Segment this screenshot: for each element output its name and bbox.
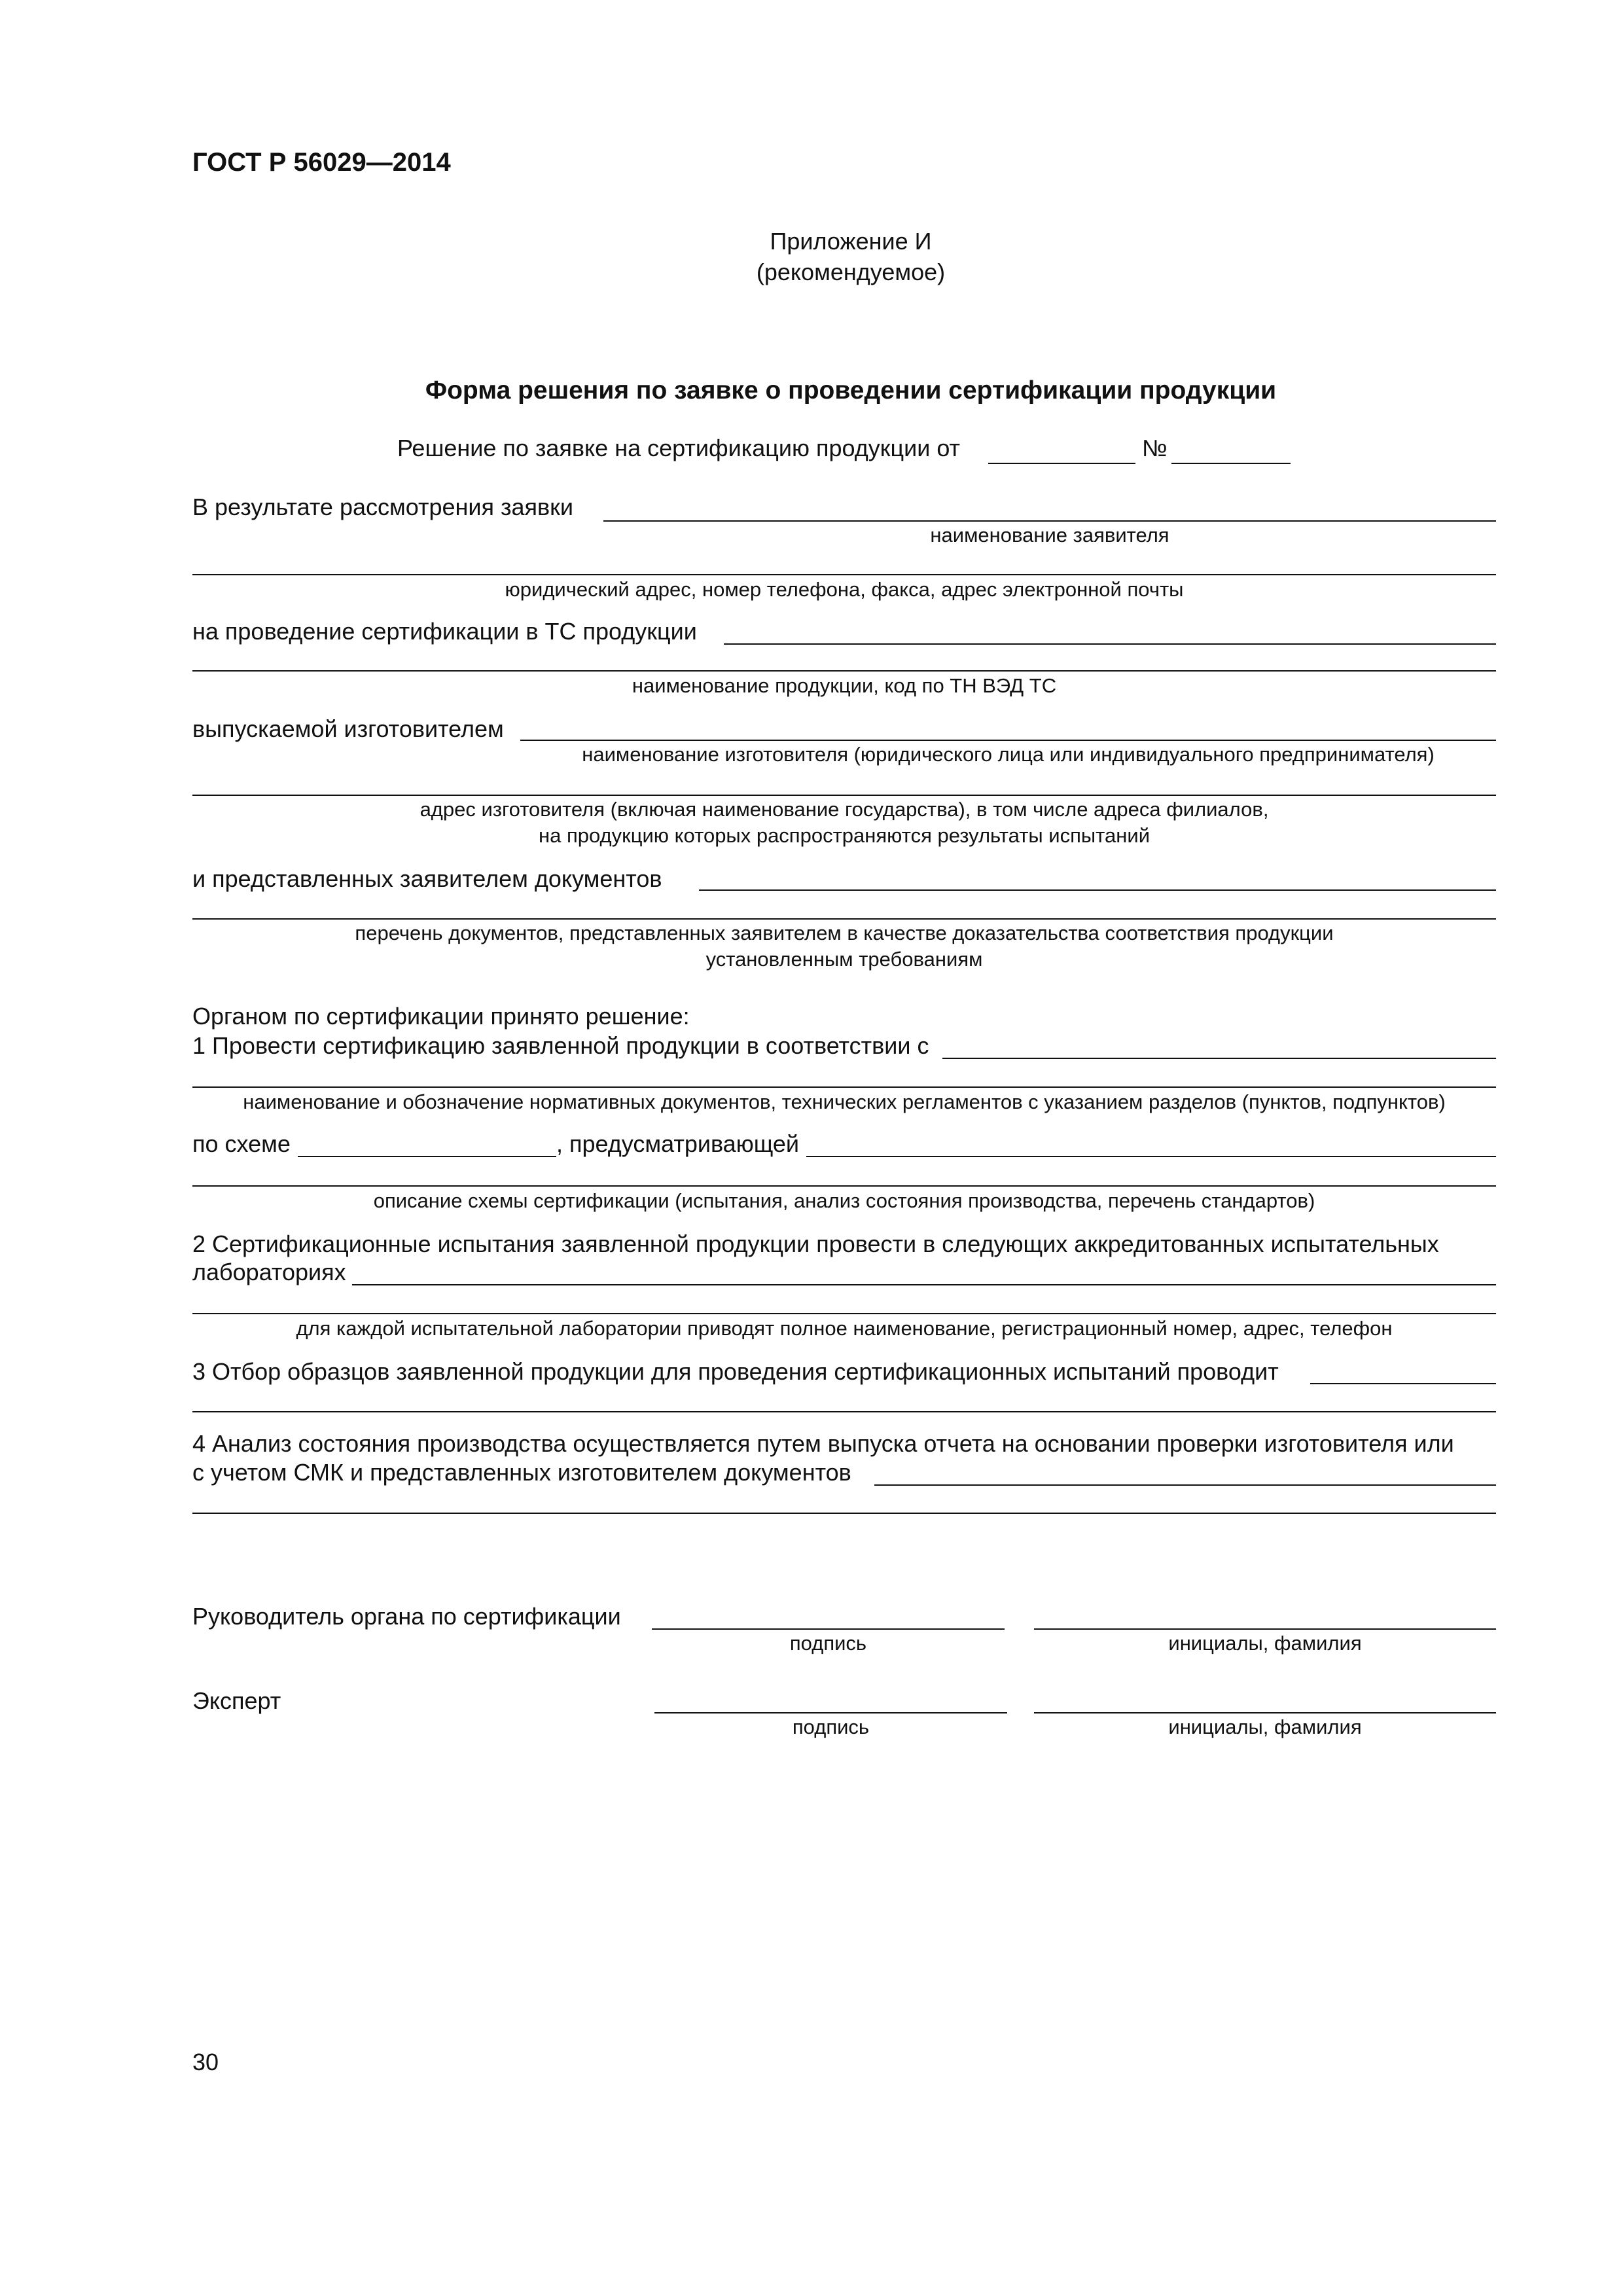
scheme-after-text: , предусматривающей bbox=[556, 1130, 800, 1157]
manufacturer-name-caption: наименование изготовителя (юридического лица или индивидуального предпринимателя) bbox=[582, 743, 1435, 766]
head-signature-field[interactable] bbox=[652, 1628, 1005, 1630]
product-field-2[interactable] bbox=[192, 670, 1496, 672]
sampling-field[interactable] bbox=[1310, 1383, 1496, 1384]
number-sign: № bbox=[1142, 435, 1168, 461]
expert-name-caption: инициалы, фамилия bbox=[1168, 1715, 1362, 1738]
decision-intro: Органом по сертификации принято решение: bbox=[192, 1003, 690, 1030]
item2-caption: для каждой испытательной лаборатории приводят полное наименование, регистрационный номер, адрес, телефон bbox=[296, 1317, 1393, 1340]
expert-name-field[interactable] bbox=[1034, 1712, 1496, 1713]
scheme-number-field[interactable] bbox=[298, 1156, 556, 1157]
production-analysis-field[interactable] bbox=[874, 1484, 1496, 1486]
sampling-field-2[interactable] bbox=[192, 1411, 1496, 1412]
decision-number-field[interactable] bbox=[1171, 463, 1291, 464]
decision-line-text: Решение по заявке на сертификацию продукции от bbox=[397, 435, 961, 461]
decision-item-1: 1 Провести сертификацию заявленной продукции в соответствии с bbox=[192, 1032, 929, 1059]
product-label: на проведение сертификации в ТС продукции bbox=[192, 618, 697, 645]
production-analysis-field-2[interactable] bbox=[192, 1513, 1496, 1514]
head-signature-caption: подпись bbox=[789, 1632, 867, 1655]
documents-label: и представленных заявителем документов bbox=[192, 865, 662, 892]
standard-designation: ГОСТ Р 56029—2014 bbox=[192, 148, 451, 177]
documents-field[interactable] bbox=[699, 889, 1496, 891]
scheme-label: по схеме bbox=[192, 1130, 291, 1157]
product-field[interactable] bbox=[724, 643, 1496, 645]
manufacturer-address-caption-1: адрес изготовителя (включая наименование государства), в том числе адреса филиалов, bbox=[419, 798, 1269, 821]
manufacturer-name-field[interactable] bbox=[520, 740, 1496, 741]
decision-item-2-line-1: 2 Сертификационные испытания заявленной продукции провести в следующих аккредитованных испытательных bbox=[192, 1230, 1439, 1257]
scheme-description-field-2[interactable] bbox=[192, 1185, 1496, 1187]
applicant-address-field[interactable] bbox=[192, 574, 1496, 575]
head-label: Руководитель органа по сертификации bbox=[192, 1603, 621, 1630]
product-caption: наименование продукции, код по ТН ВЭД ТС bbox=[632, 674, 1057, 697]
decision-item-4-line-2: с учетом СМК и представленных изготовителем документов bbox=[192, 1459, 851, 1486]
applicant-label: В результате рассмотрения заявки bbox=[192, 493, 573, 520]
manufacturer-address-field[interactable] bbox=[192, 795, 1496, 796]
laboratories-field[interactable] bbox=[352, 1284, 1496, 1285]
scheme-description-field[interactable] bbox=[806, 1156, 1496, 1157]
item1-documents-field-2[interactable] bbox=[192, 1086, 1496, 1088]
laboratories-field-2[interactable] bbox=[192, 1313, 1496, 1314]
item1-documents-field[interactable] bbox=[942, 1058, 1496, 1059]
applicant-address-caption: юридический адрес, номер телефона, факса, адрес электронной почты bbox=[505, 578, 1184, 601]
annex-title: Приложение И bbox=[770, 228, 932, 255]
expert-signature-caption: подпись bbox=[792, 1715, 870, 1738]
head-name-caption: инициалы, фамилия bbox=[1168, 1632, 1362, 1655]
expert-label: Эксперт bbox=[192, 1687, 281, 1714]
documents-field-2[interactable] bbox=[192, 918, 1496, 920]
scheme-caption: описание схемы сертификации (испытания, анализ состояния производства, перечень стандартов) bbox=[373, 1189, 1315, 1212]
expert-signature-field[interactable] bbox=[654, 1712, 1007, 1713]
manufacturer-address-caption-2: на продукцию которых распространяются результаты испытаний bbox=[538, 824, 1150, 847]
applicant-name-field[interactable] bbox=[603, 520, 1496, 522]
page-number: 30 bbox=[192, 2049, 219, 2075]
item1-caption: наименование и обозначение нормативных документов, технических регламентов с указанием разделов (пунктов, подпунктов) bbox=[243, 1090, 1446, 1113]
decision-item-3: 3 Отбор образцов заявленной продукции для проведения сертификационных испытаний проводит bbox=[192, 1358, 1279, 1385]
documents-caption-2: установленным требованиям bbox=[705, 948, 983, 971]
applicant-name-caption: наименование заявителя bbox=[930, 524, 1169, 547]
decision-item-4-line-1: 4 Анализ состояния производства осуществляется путем выпуска отчета на основании проверки изготовителя или bbox=[192, 1430, 1454, 1457]
manufacturer-label: выпускаемой изготовителем bbox=[192, 715, 504, 742]
annex-status: (рекомендуемое) bbox=[756, 259, 946, 285]
form-title: Форма решения по заявке о проведении сертификации продукции bbox=[425, 376, 1277, 404]
decision-item-2-line-2: лабораториях bbox=[192, 1259, 346, 1285]
documents-caption-1: перечень документов, представленных заявителем в качестве доказательства соответствия продукции bbox=[355, 922, 1334, 944]
head-name-field[interactable] bbox=[1034, 1628, 1496, 1630]
decision-date-field[interactable] bbox=[988, 463, 1135, 464]
